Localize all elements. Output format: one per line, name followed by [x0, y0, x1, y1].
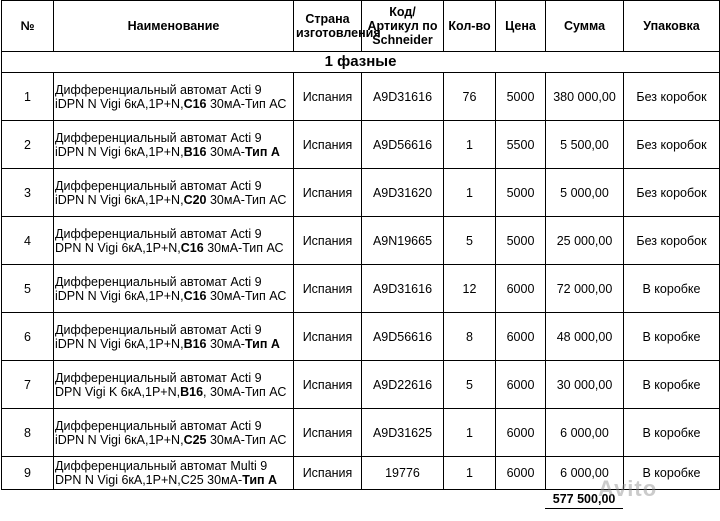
cell-number: 1 — [2, 73, 54, 121]
name-bold-type: Тип А — [244, 336, 280, 351]
cell-name — [54, 313, 294, 361]
cell-pack: В коробке — [624, 265, 720, 313]
cell-pack: Без коробок — [624, 121, 720, 169]
cell-country: Испания — [294, 121, 362, 169]
cell-name — [54, 409, 294, 457]
cell-sum: 380 000,00 — [546, 73, 624, 121]
col-header-sum: Сумма — [546, 1, 624, 52]
cell-number: 7 — [2, 361, 54, 409]
cell-country: Испания — [294, 409, 362, 457]
name-prefix: iDPN N Vigi 6кА,1P+N, — [55, 192, 184, 207]
name-bold-rating: B16 — [183, 144, 207, 159]
name-bold-type: Тип А — [242, 473, 278, 487]
cell-price: 5000 — [496, 217, 546, 265]
name-middle: 30мА- — [206, 144, 245, 159]
total-sum: 577 500,00 — [545, 490, 623, 509]
name-middle: 30мА-Тип АС — [206, 192, 287, 207]
cell-price: 6000 — [496, 409, 546, 457]
col-header-pack: Упаковка — [624, 1, 720, 52]
cell-name — [54, 361, 294, 409]
name-middle: , 30мА-Тип АС — [203, 384, 287, 399]
name-line1: Дифференциальный автомат Multi 9 — [55, 459, 268, 473]
cell-price: 6000 — [496, 265, 546, 313]
cell-country: Испания — [294, 217, 362, 265]
cell-qty: 1 — [444, 457, 496, 490]
name-middle: 30мА-Тип АС — [206, 432, 287, 447]
cell-sum: 48 000,00 — [546, 313, 624, 361]
cell-price: 5500 — [496, 121, 546, 169]
name-prefix: DPN Vigi K 6кА,1P+N, — [55, 384, 181, 399]
cell-name — [54, 265, 294, 313]
cell-price: 5000 — [496, 169, 546, 217]
cell-sum: 6 000,00 — [546, 457, 624, 490]
cell-country: Испания — [294, 361, 362, 409]
name-bold-rating: C20 — [183, 192, 207, 207]
cell-pack: В коробке — [624, 457, 720, 490]
cell-qty: 5 — [444, 217, 496, 265]
col-header-code: Код/Артикул по Schneider — [362, 1, 444, 52]
name-middle: 30мА-Тип АС — [206, 288, 287, 303]
section-row — [2, 52, 720, 73]
name-middle: 30мА-Тип АС — [203, 240, 284, 255]
name-bold-rating: C16 — [183, 288, 207, 303]
cell-sum: 30 000,00 — [546, 361, 624, 409]
name-middle: 30мА-Тип АС — [206, 96, 287, 111]
cell-number: 6 — [2, 313, 54, 361]
name-bold-type: Тип А — [244, 144, 280, 159]
col-header-qty: Кол-во — [444, 1, 496, 52]
cell-code: A9D31616 — [362, 73, 444, 121]
name-prefix: iDPN N Vigi 6кА,1P+N, — [55, 336, 184, 351]
cell-number: 8 — [2, 409, 54, 457]
cell-code: A9D31616 — [362, 265, 444, 313]
name-prefix: iDPN N Vigi 6кА,1P+N, — [55, 144, 184, 159]
name-line1: Дифференциальный автомат Acti 9 — [55, 274, 262, 289]
cell-qty: 12 — [444, 265, 496, 313]
name-bold-rating: C16 — [180, 240, 204, 255]
cell-sum: 6 000,00 — [546, 409, 624, 457]
name-bold-rating: B16 — [183, 336, 207, 351]
table-row — [2, 313, 720, 361]
header-row — [2, 1, 720, 52]
col-header-name: Наименование — [54, 1, 294, 52]
cell-price: 6000 — [496, 457, 546, 490]
name-prefix: DPN N Vigi 6кА,1P+N, — [55, 240, 181, 255]
section-title: 1 фазные — [2, 52, 720, 73]
name-prefix: DPN N Vigi 6кА,1P+N,C25 30мА- — [55, 473, 243, 487]
col-header-price: Цена — [496, 1, 546, 52]
cell-code: A9D31625 — [362, 409, 444, 457]
name-line1: Дифференциальный автомат Acti 9 — [55, 226, 262, 241]
cell-sum: 72 000,00 — [546, 265, 624, 313]
cell-code: A9D56616 — [362, 121, 444, 169]
table-row — [2, 265, 720, 313]
cell-code: 19776 — [362, 457, 444, 490]
name-line1: Дифференциальный автомат Acti 9 — [55, 178, 262, 193]
cell-number: 4 — [2, 217, 54, 265]
cell-code: A9D22616 — [362, 361, 444, 409]
cell-pack: В коробке — [624, 313, 720, 361]
name-prefix: iDPN N Vigi 6кА,1P+N, — [55, 288, 184, 303]
cell-qty: 1 — [444, 409, 496, 457]
cell-country: Испания — [294, 313, 362, 361]
table-row — [2, 121, 720, 169]
cell-name — [54, 169, 294, 217]
name-prefix: iDPN N Vigi 6кА,1P+N, — [55, 96, 184, 111]
table-row — [2, 409, 720, 457]
cell-pack: В коробке — [624, 361, 720, 409]
name-line1: Дифференциальный автомат Acti 9 — [55, 130, 262, 145]
price-table — [1, 0, 720, 490]
cell-number: 3 — [2, 169, 54, 217]
table-row — [2, 73, 720, 121]
cell-sum: 5 500,00 — [546, 121, 624, 169]
table-row — [2, 361, 720, 409]
cell-country: Испания — [294, 73, 362, 121]
cell-name — [54, 457, 294, 490]
cell-country: Испания — [294, 265, 362, 313]
cell-pack: Без коробок — [624, 169, 720, 217]
cell-price: 6000 — [496, 361, 546, 409]
name-bold-rating: C25 — [183, 432, 207, 447]
cell-country: Испания — [294, 457, 362, 490]
cell-code: A9N19665 — [362, 217, 444, 265]
cell-country: Испания — [294, 169, 362, 217]
cell-code: A9D31620 — [362, 169, 444, 217]
cell-qty: 5 — [444, 361, 496, 409]
cell-number: 9 — [2, 457, 54, 490]
name-line1: Дифференциальный автомат Acti 9 — [55, 322, 262, 337]
name-line1: Дифференциальный автомат Acti 9 — [55, 82, 262, 97]
cell-qty: 8 — [444, 313, 496, 361]
cell-code: A9D56616 — [362, 313, 444, 361]
cell-qty: 76 — [444, 73, 496, 121]
cell-price: 6000 — [496, 313, 546, 361]
cell-number: 5 — [2, 265, 54, 313]
name-prefix: iDPN N Vigi 6кА,1P+N, — [55, 432, 184, 447]
name-bold-rating: C16 — [183, 96, 207, 111]
table-row — [2, 169, 720, 217]
name-line1: Дифференциальный автомат Acti 9 — [55, 418, 262, 433]
name-middle: 30мА- — [206, 336, 245, 351]
table-row — [2, 217, 720, 265]
col-header-number: № — [2, 1, 54, 52]
watermark: Avito — [598, 476, 658, 501]
cell-sum: 5 000,00 — [546, 169, 624, 217]
name-line1: Дифференциальный автомат Acti 9 — [55, 370, 262, 385]
cell-sum: 25 000,00 — [546, 217, 624, 265]
cell-name — [54, 121, 294, 169]
cell-pack: В коробке — [624, 409, 720, 457]
cell-pack: Без коробок — [624, 217, 720, 265]
cell-qty: 1 — [444, 169, 496, 217]
name-bold-rating: B16 — [180, 384, 204, 399]
cell-number: 2 — [2, 121, 54, 169]
cell-pack: Без коробок — [624, 73, 720, 121]
col-header-country: Страна изготовления — [294, 1, 362, 52]
cell-name — [54, 73, 294, 121]
cell-price: 5000 — [496, 73, 546, 121]
cell-name — [54, 217, 294, 265]
cell-qty: 1 — [444, 121, 496, 169]
